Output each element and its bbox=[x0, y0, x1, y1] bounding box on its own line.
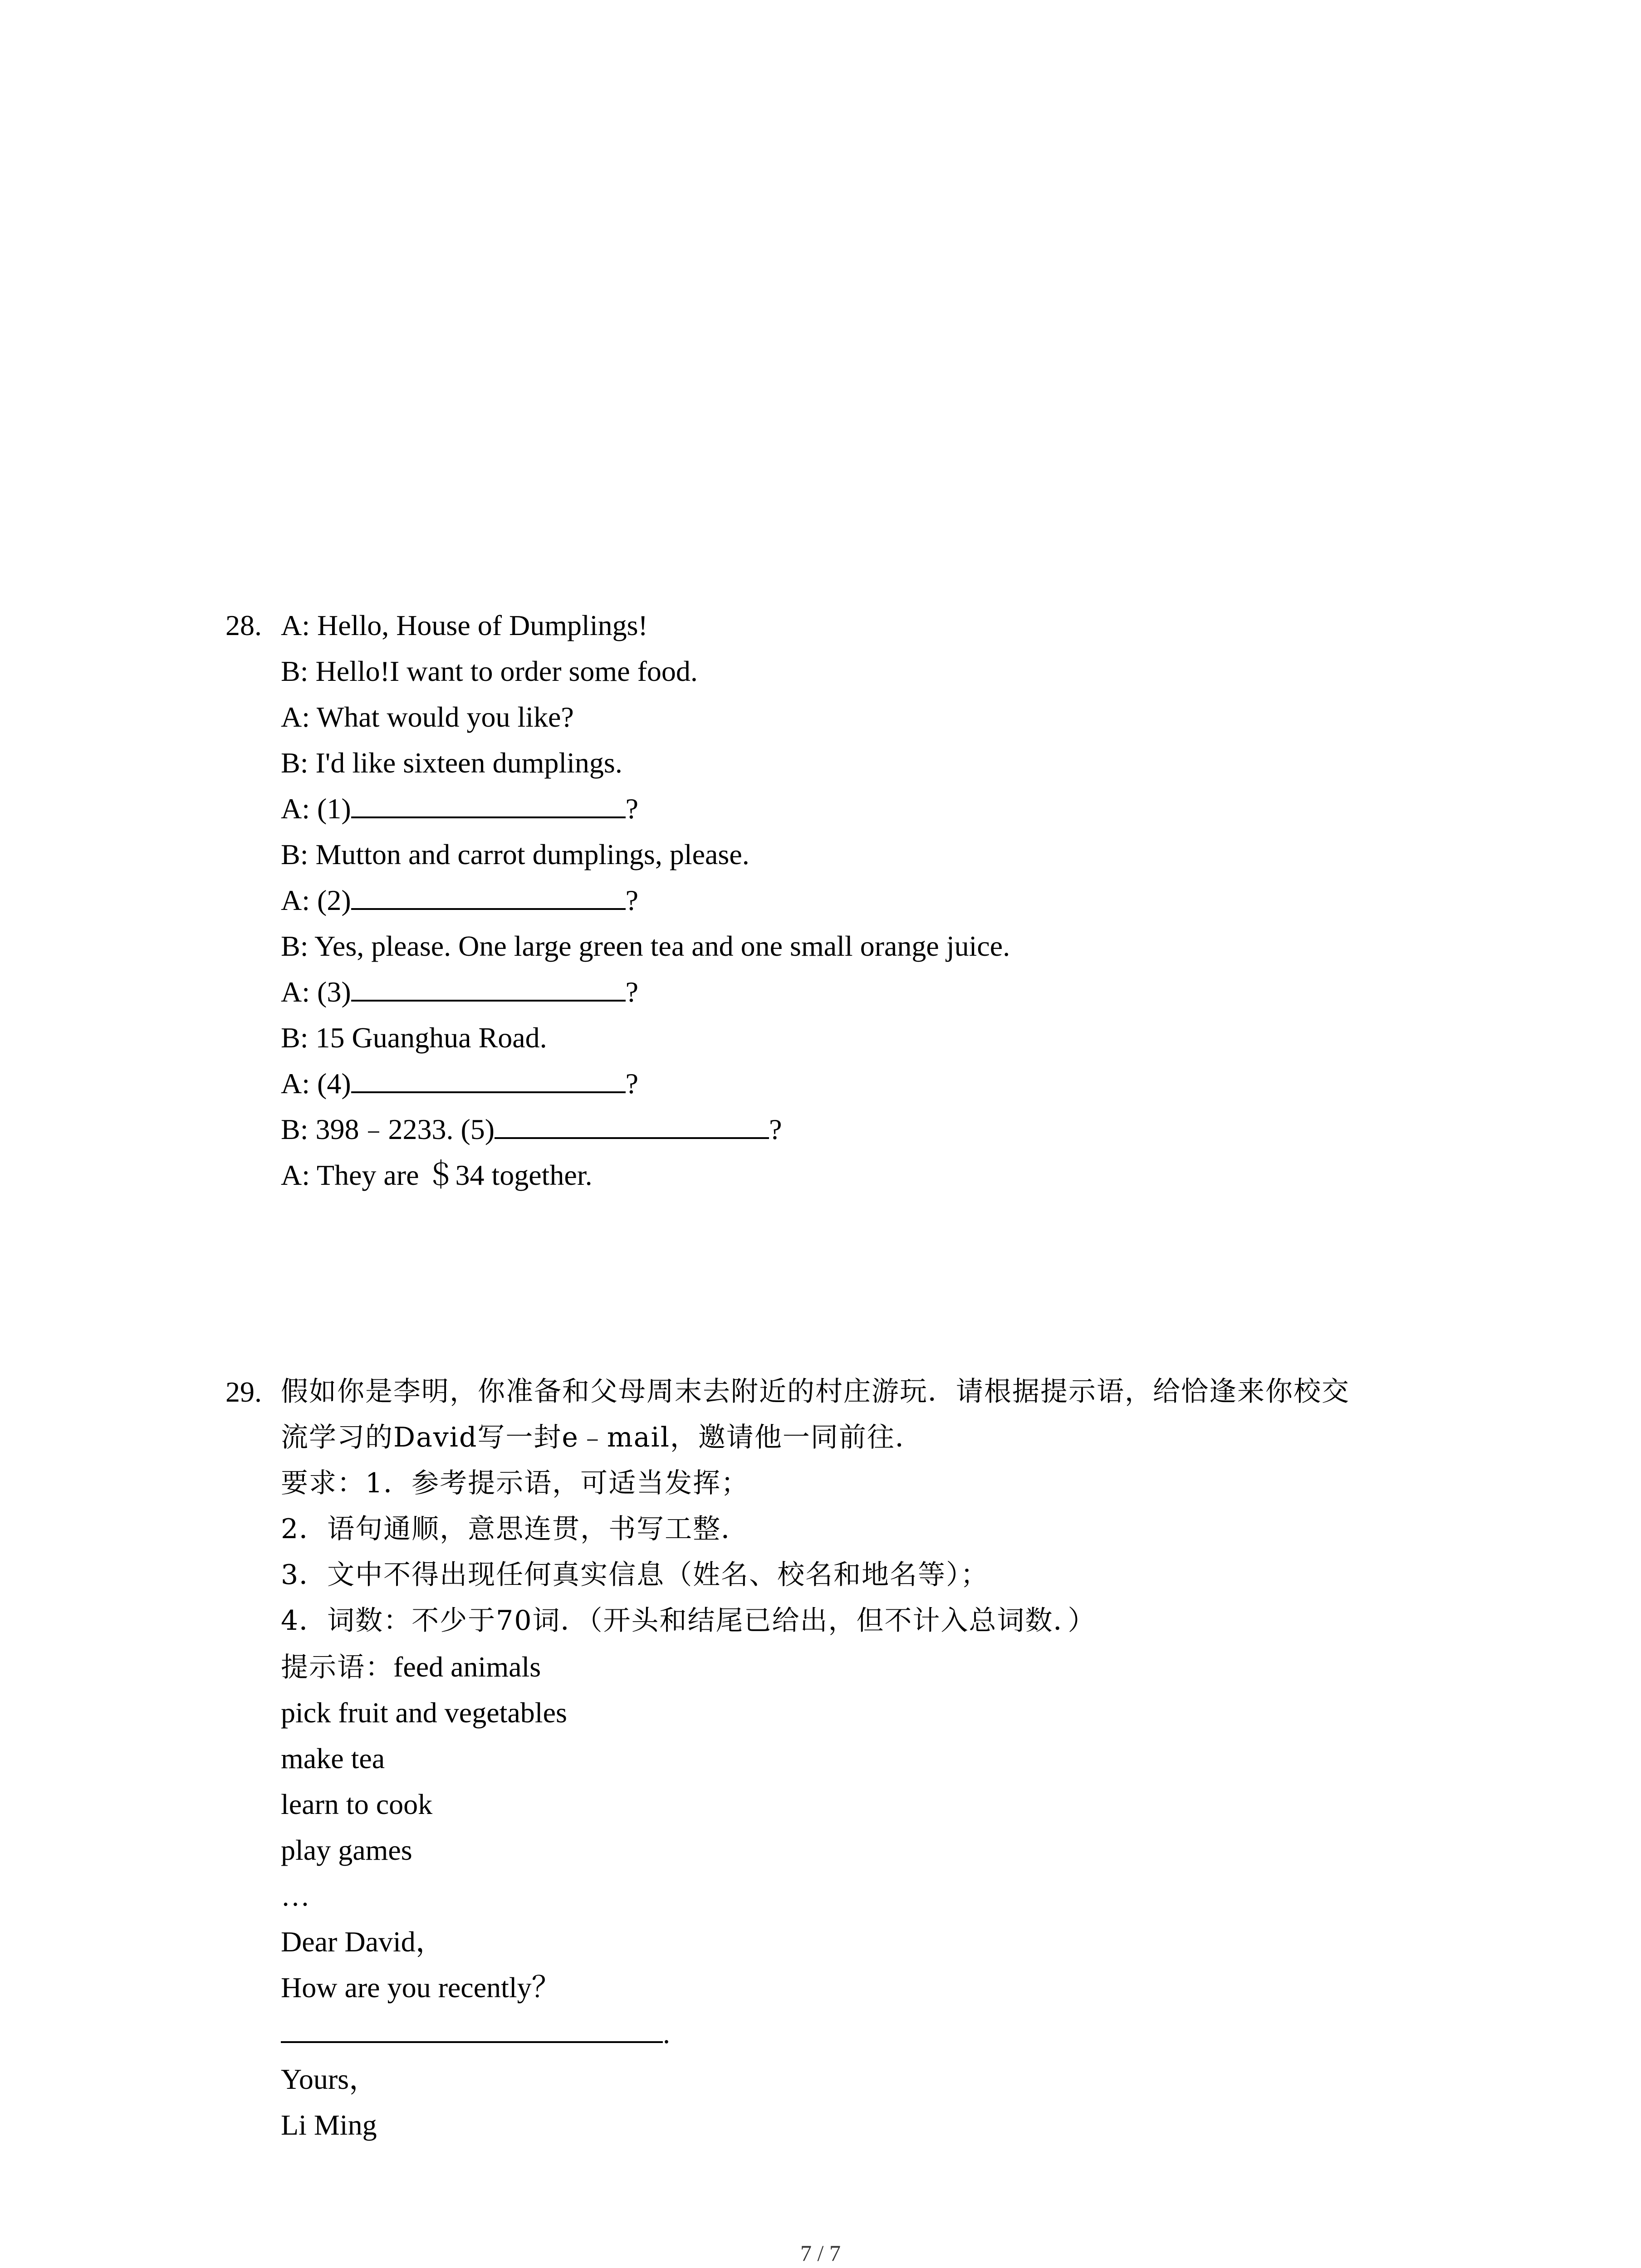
requirement: 2．语句通顺，意思连贯，书写工整． bbox=[281, 1513, 749, 1545]
hint-item: play games bbox=[281, 1834, 412, 1866]
question-number: 28. bbox=[225, 609, 262, 641]
answer-blank-5[interactable] bbox=[495, 1110, 769, 1139]
dialogue-line: A: What would you like? bbox=[281, 701, 574, 733]
line-prefix: A: (3) bbox=[281, 976, 351, 1008]
task-intro: 流学习的David写一封e﹣mail，邀请他一同前往． bbox=[281, 1422, 923, 1453]
line-prefix: A: (2) bbox=[281, 884, 351, 916]
line-prefix: A: (1) bbox=[281, 792, 351, 825]
line-suffix: ? bbox=[625, 884, 639, 916]
dialogue-line-blank-5 bbox=[281, 1106, 1506, 1152]
blank-period: . bbox=[663, 2017, 670, 2049]
answer-blank-1[interactable] bbox=[351, 789, 626, 818]
requirement: 3．文中不得出现任何真实信息（姓名、校名和地名等）； bbox=[281, 1559, 989, 1591]
requirement: 要求：1．参考提示语，可适当发挥； bbox=[281, 1467, 749, 1499]
task-intro: 假如你是李明，你准备和父母周末去附近的村庄游玩．请根据提示语，给恰逢来你校交 bbox=[281, 1376, 1350, 1408]
hint-item: learn to cook bbox=[281, 1788, 433, 1820]
answer-blank-3[interactable] bbox=[351, 973, 626, 1002]
line-suffix: ? bbox=[769, 1113, 782, 1145]
line-suffix: ? bbox=[625, 976, 639, 1008]
dialogue-line: B: Yes, please. One large green tea and one small orange juice. bbox=[281, 930, 1010, 962]
writing-task bbox=[281, 1369, 1506, 2148]
letter-opening: How are you recently？ bbox=[281, 1971, 561, 2004]
line-suffix: ? bbox=[625, 792, 639, 825]
writing-blank[interactable] bbox=[281, 2014, 663, 2043]
letter-closing: Yours， bbox=[281, 2063, 378, 2095]
letter-greeting: Dear David， bbox=[281, 1926, 445, 1958]
answer-blank-2[interactable] bbox=[351, 881, 626, 910]
line-suffix: ? bbox=[625, 1067, 639, 1100]
hint-item: make tea bbox=[281, 1742, 385, 1774]
dialogue-line-blank-3 bbox=[281, 969, 1506, 1015]
dialogue-line: A: Hello, House of Dumplings! bbox=[281, 609, 648, 641]
hint-item: feed animals bbox=[393, 1651, 541, 1683]
dialogue-line-blank-2 bbox=[281, 877, 1506, 923]
dialogue-line-blank-4 bbox=[281, 1061, 1506, 1106]
letter-signature: Li Ming bbox=[281, 2109, 377, 2141]
dialogue-line: B: 15 Guanghua Road. bbox=[281, 1022, 547, 1054]
dialogue-line: B: I'd like sixteen dumplings. bbox=[281, 747, 622, 779]
page-number: 7 / 7 bbox=[800, 2240, 841, 2266]
dialogue-line-blank-1 bbox=[281, 786, 1506, 831]
question-number: 29. bbox=[225, 1376, 262, 1408]
dialogue-line: B: Mutton and carrot dumplings, please. bbox=[281, 838, 749, 870]
dialogue-line: B: Hello!I want to order some food. bbox=[281, 655, 698, 687]
requirement: 4．词数：不少于70词．（开头和结尾已给出，但不计入总词数．） bbox=[281, 1605, 1096, 1637]
hint-label: 提示语： bbox=[281, 1652, 393, 1683]
dialogue-line: A: They are ＄34 together. bbox=[281, 1159, 593, 1191]
answer-blank-4[interactable] bbox=[351, 1064, 626, 1093]
ellipsis: … bbox=[281, 1880, 310, 1912]
hint-item: pick fruit and vegetables bbox=[281, 1696, 567, 1729]
letter-body-line bbox=[281, 2010, 1506, 2056]
line-prefix: B: 398﹣2233. (5) bbox=[281, 1113, 495, 1145]
line-prefix: A: (4) bbox=[281, 1067, 351, 1100]
dialogue bbox=[281, 602, 1506, 1198]
hint-line bbox=[281, 1644, 1506, 1690]
